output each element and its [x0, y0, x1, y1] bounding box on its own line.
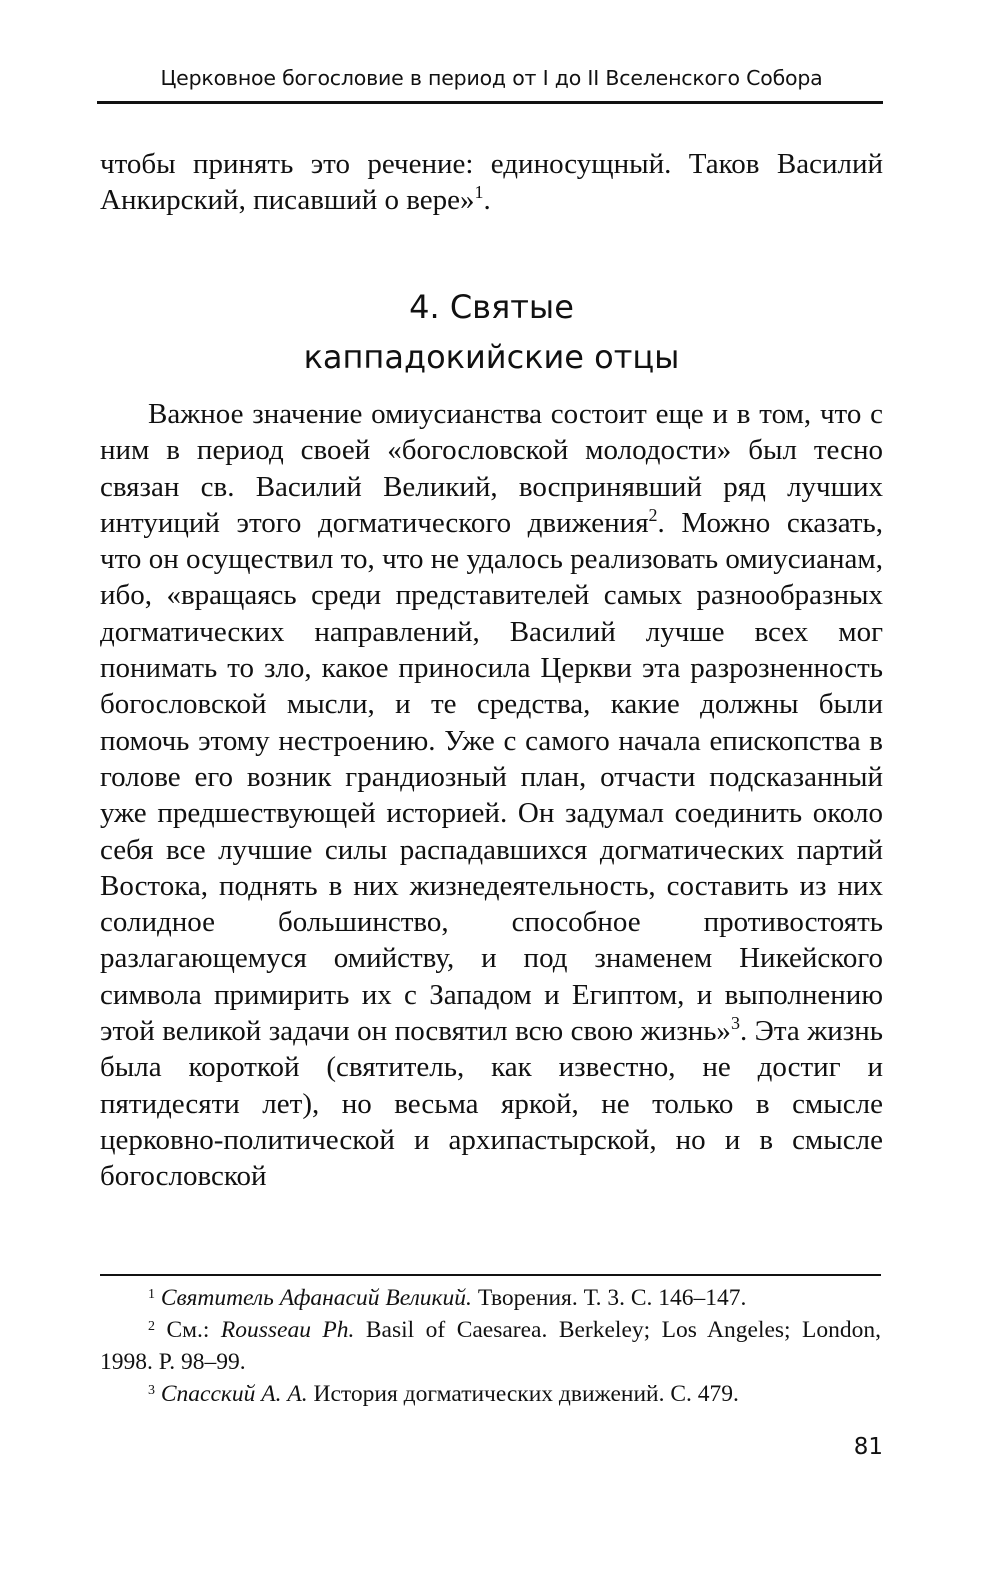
footnote-prefix: См.:	[166, 1317, 221, 1343]
footnote-ref-3[interactable]: 3	[730, 1013, 740, 1034]
footnote-author: Святитель Афанасий Великий.	[160, 1285, 472, 1311]
section-title-line1: 4. Святые	[409, 288, 574, 326]
header-rule	[97, 101, 883, 104]
footnote-text: Творения. Т. 3. С. 146–147.	[471, 1285, 747, 1311]
footnote-text: История догматических движений. С. 479.	[307, 1381, 739, 1407]
paragraph-part2: . Можно сказать, что он осуществил то, что не удалось реализовать омиусианам, ибо, «вращаясь среди представителей самых разнообразных догматических направлений, Василий лучше всех мог понимать то зло, какое приносила Церкви эта разрозненность богословской мысли, и те средства, какие должны были помочь этому нестроению. Уже с самого начала епископства в голове его возник грандиозный план, отчасти подсказанный уже предшествующей историей. Он задумал соединить около себя все лучшие силы распадавшихся догматических партий Востока, поднять в них жизнедеятельность, составить из них солидное большинство, способное противостоять разлагающемуся омийству, и под знаменем Никейского символа примирить их с Западом и Египтом, и выполнению этой великой задачи он посвятил всю свою жизнь»	[100, 506, 883, 1048]
footnote-2	[100, 1314, 881, 1378]
footnote-rule	[100, 1274, 881, 1276]
footnote-author: Rousseau Ph.	[220, 1317, 355, 1343]
footnote-ref-2[interactable]: 2	[648, 505, 658, 526]
section-title-line2: каппадокийские отцы	[303, 338, 680, 376]
intro-tail: .	[483, 184, 491, 217]
footnote-1	[100, 1282, 881, 1314]
intro-text: чтобы принять это речение: единосущный. Таков Василий Анкирский, писавший о вере»	[100, 148, 883, 217]
footnote-text: Basil of Caesarea. Berkeley; Los Angeles; London, 1998. P. 98–99.	[100, 1317, 882, 1375]
main-paragraph	[100, 396, 883, 1195]
footnote-author: Спасский А. А.	[160, 1381, 308, 1407]
intro-paragraph	[100, 146, 883, 219]
footnote-number: 2	[148, 1319, 155, 1334]
footnote-number: 3	[148, 1383, 155, 1398]
footnotes	[100, 1282, 881, 1410]
paragraph-part3: . Эта жизнь была короткой (святитель, как известно, не достиг и пятидесяти лет), но весьма яркой, не только в смысле церковно-политической и архипастырской, но и в смысле богословской	[100, 1015, 883, 1193]
paragraph-part1: Важное значение омиусианства состоит еще и в том, что с ним в период своей «богословской молодости» был тесно связан св. Василий Великий, воспринявший ряд лучших интуиций этого догматического движения	[100, 398, 883, 539]
footnote-number: 1	[148, 1287, 155, 1302]
section-heading	[100, 282, 883, 382]
running-header: Церковное богословие в период от I до II Вселенского Собора	[160, 66, 823, 90]
page-number: 81	[853, 1434, 883, 1460]
footnote-3	[100, 1378, 881, 1410]
footnote-ref-1[interactable]: 1	[474, 182, 484, 203]
